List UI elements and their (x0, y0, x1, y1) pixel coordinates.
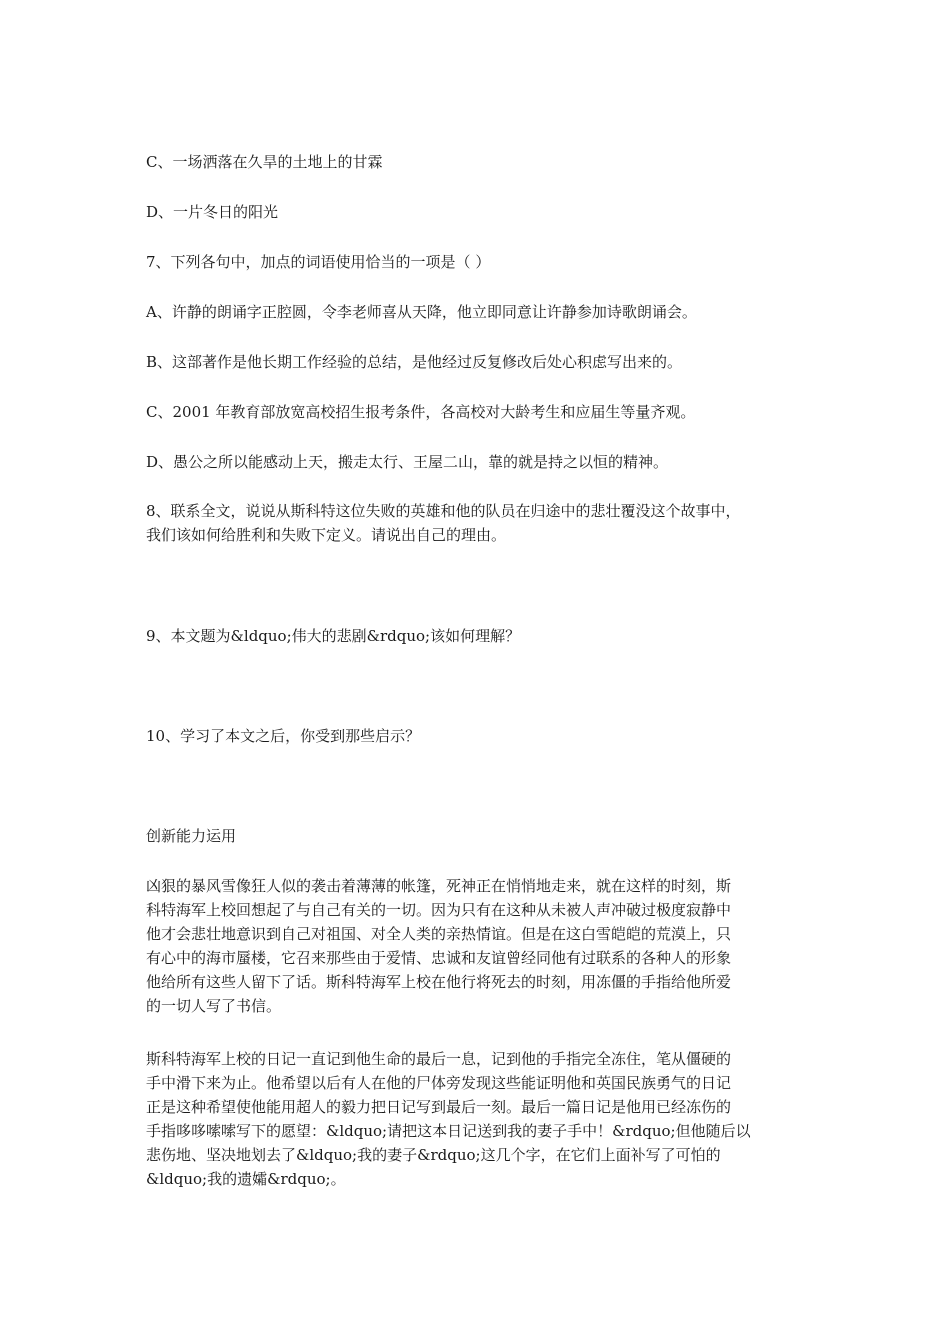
q8-question (146, 499, 810, 547)
paragraph-2 (146, 1047, 810, 1191)
q7-stem: 7、下列各句中，加点的词语使用恰当的一项是（ ） (146, 253, 491, 271)
q8-line: 我们该如何给胜利和失败下定义。请说出自己的理由。 (146, 526, 507, 544)
paragraph-line: 手指哆哆嗦嗦写下的愿望：&ldquo;请把这本日记送到我的妻子手中！&rdquo;但他随后以 (146, 1122, 751, 1140)
q8-line: 8、联系全文，说说从斯科特这位失败的英雄和他的队员在归途中的悲壮覆没这个故事中， (146, 502, 741, 520)
q9-question: 9、本文题为&ldquo;伟大的悲剧&rdquo;该如何理解？ (146, 627, 521, 645)
paragraph-line: 他给所有这些人留下了话。斯科特海军上校在他行将死去的时刻，用冻僵的手指给他所爱 (146, 973, 732, 991)
paragraph-line: 他才会悲壮地意识到自己对祖国、对全人类的亲热情谊。但是在这白雪皑皑的荒漠上，只 (146, 925, 732, 943)
paragraph-line: 悲伤地、坚决地划去了&ldquo;我的妻子&rdquo;这几个字，在它们上面补写了可怕的 (146, 1146, 721, 1164)
paragraph-line: 科特海军上校回想起了与自己有关的一切。因为只有在这种从未被人声冲破过极度寂静中 (146, 901, 732, 919)
q10-question: 10、学习了本文之后，你受到那些启示？ (146, 727, 421, 745)
paragraph-line: 手中滑下来为止。他希望以后有人在他的尸体旁发现这些能证明他和英国民族勇气的日记 (146, 1074, 732, 1092)
paragraph-line: 正是这种希望使他能用超人的毅力把日记写到最后一刻。最后一篇日记是他用已经冻伤的 (146, 1098, 732, 1116)
q7-option-d: D、愚公之所以能感动上天，搬走太行、王屋二山，靠的就是持之以恒的精神。 (146, 453, 669, 471)
paragraph-1 (146, 874, 810, 1018)
paragraph-line: 的一切人写了书信。 (146, 997, 282, 1015)
q7-option-c: C、2001 年教育部放宽高校招生报考条件，各高校对大龄考生和应届生等量齐观。 (146, 403, 696, 421)
paragraph-line: 凶狠的暴风雪像狂人似的袭击着薄薄的帐篷，死神正在悄悄地走来，就在这样的时刻，斯 (146, 877, 732, 895)
section-title: 创新能力运用 (146, 827, 237, 845)
paragraph-line: 有心中的海市蜃楼，它召来那些由于爱情、忠诚和友谊曾经同他有过联系的各种人的形象 (146, 949, 732, 967)
paragraph-line: 斯科特海军上校的日记一直记到他生命的最后一息，记到他的手指完全冻住，笔从僵硬的 (146, 1050, 732, 1068)
q7-option-b: B、这部著作是他长期工作经验的总结，是他经过反复修改后处心积虑写出来的。 (146, 353, 683, 371)
q6-option-c: C、一场洒落在久旱的土地上的甘霖 (146, 153, 383, 171)
paragraph-line: &ldquo;我的遗孀&rdquo;。 (146, 1170, 346, 1188)
q7-option-a: A、许静的朗诵字正腔圆，令李老师喜从天降，他立即同意让许静参加诗歌朗诵会。 (146, 303, 697, 321)
q6-option-d: D、一片冬日的阳光 (146, 203, 279, 221)
